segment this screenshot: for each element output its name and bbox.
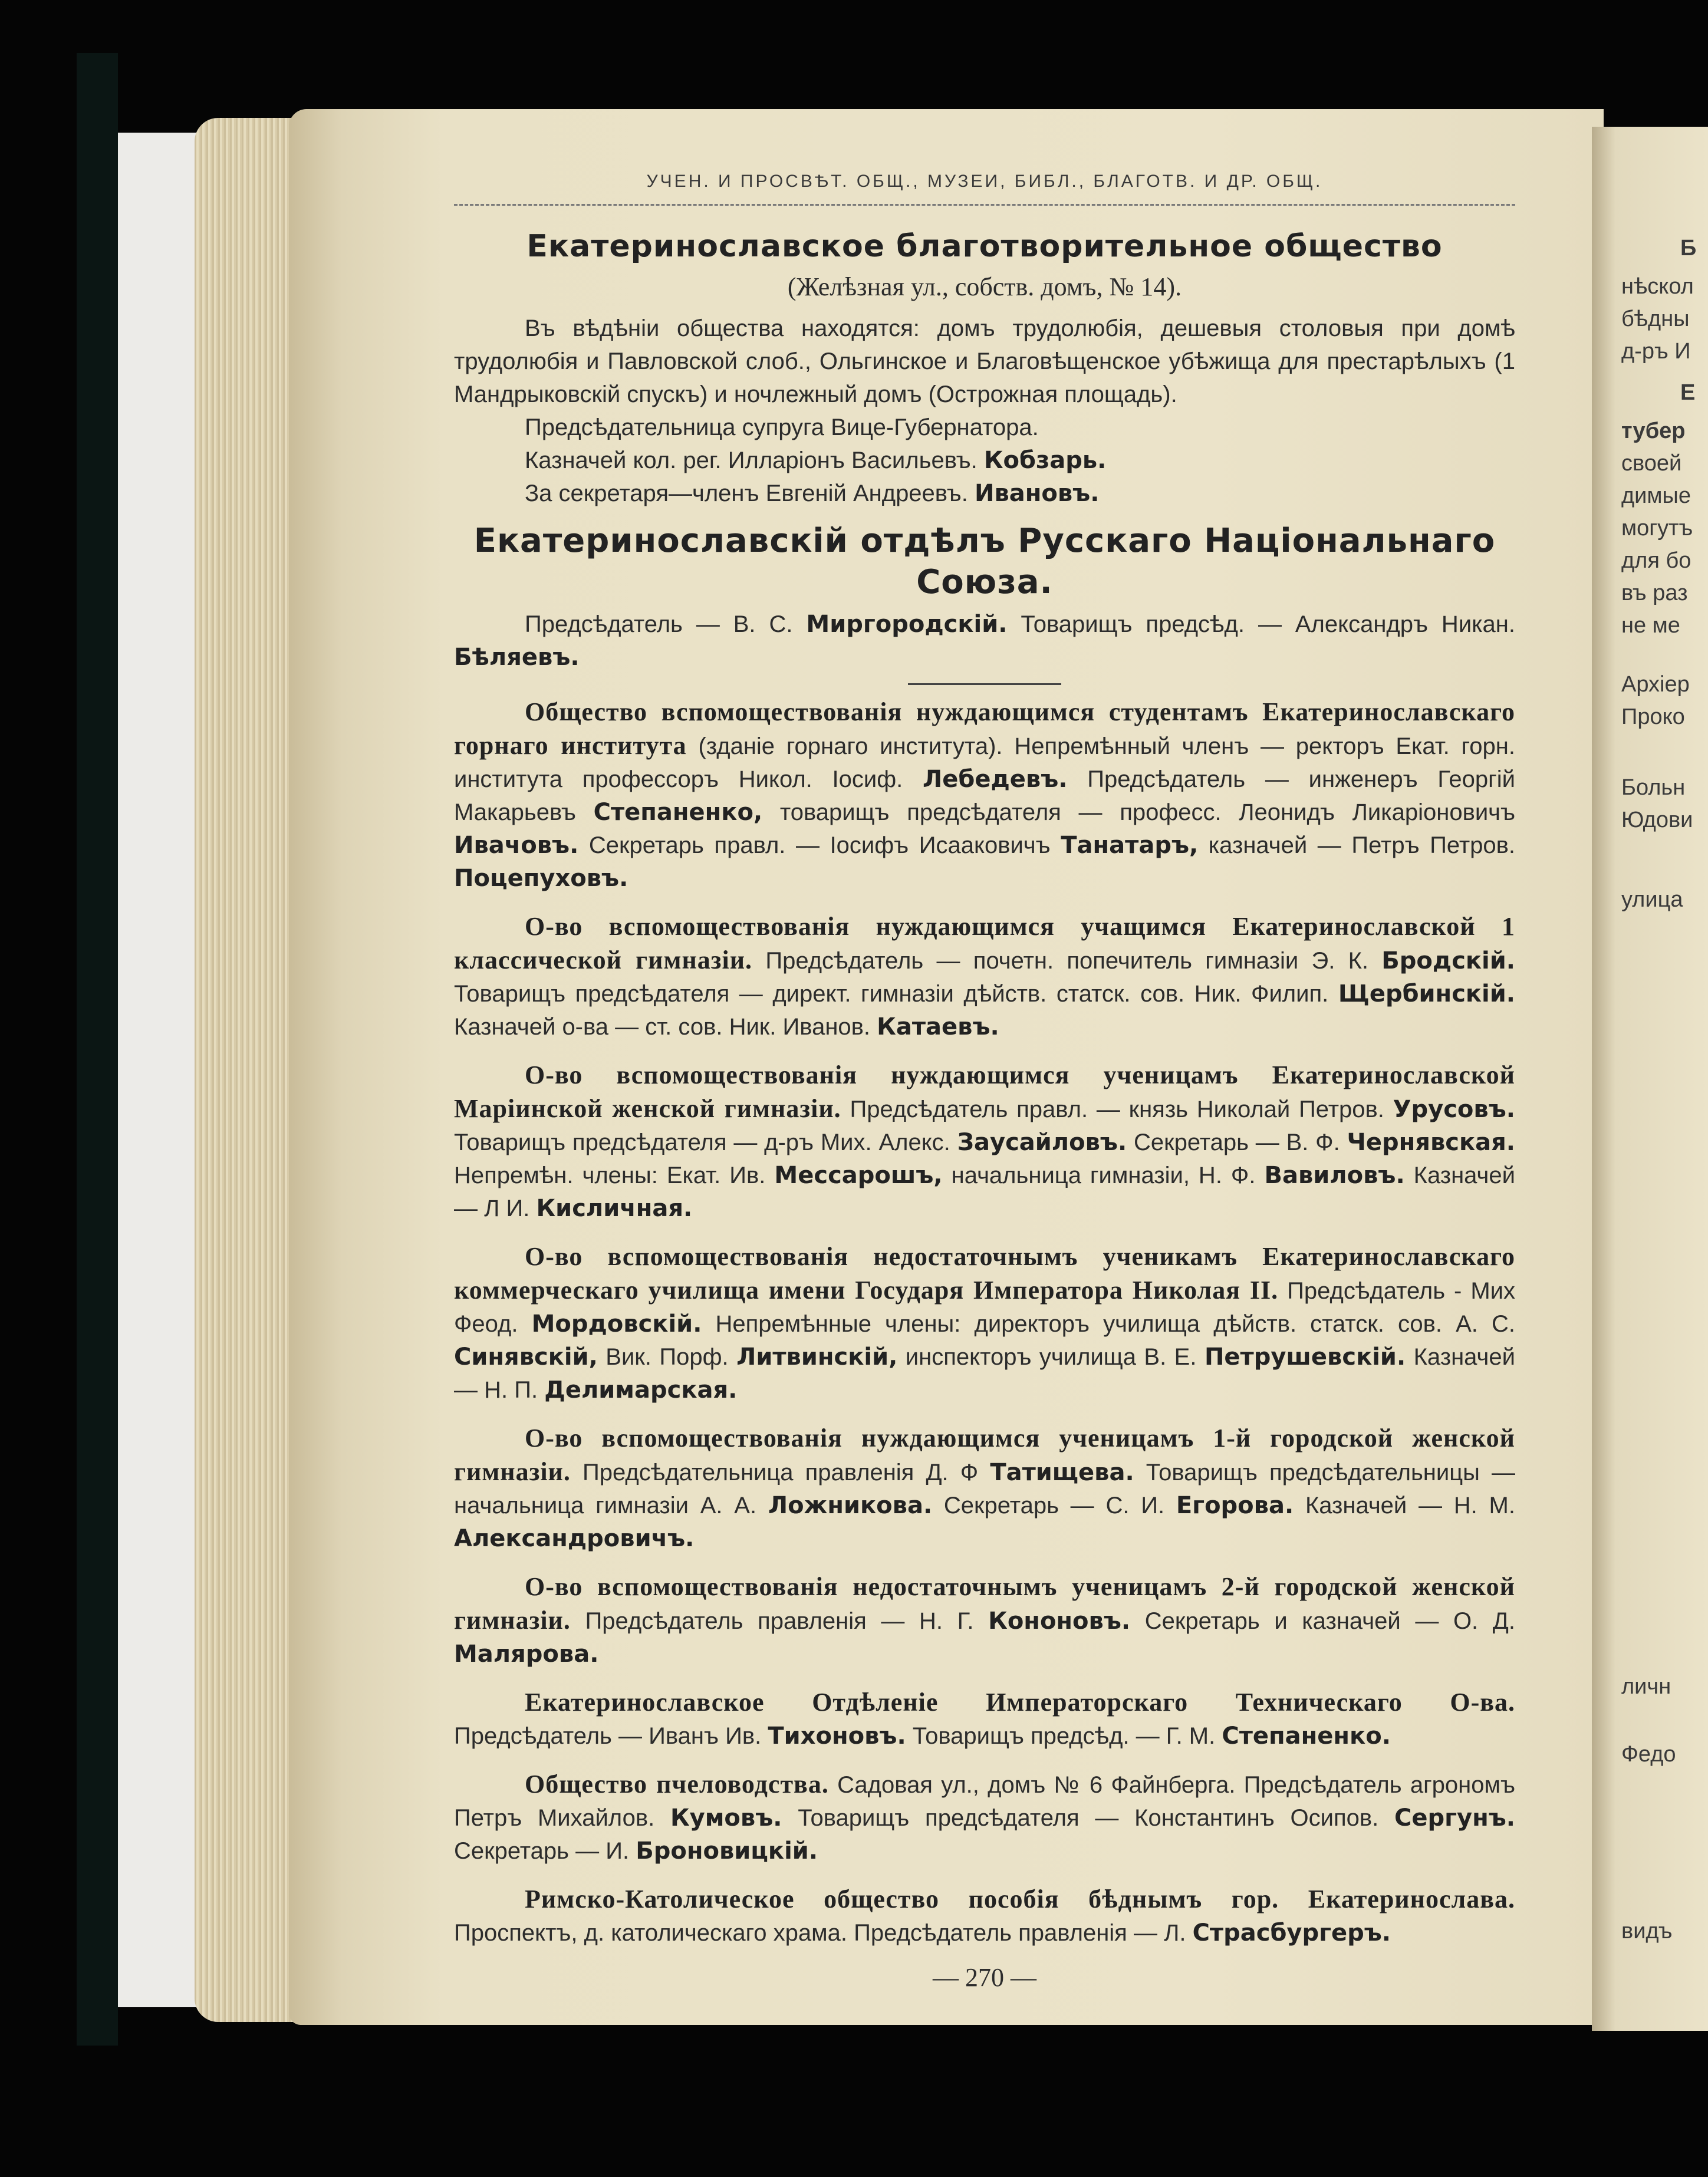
body-text: Предсѣдатель правл. — князь Николай Петров. bbox=[850, 1096, 1384, 1122]
facing-page-fragment: личн bbox=[1621, 1674, 1671, 1699]
officer-name: Кононовъ. bbox=[988, 1608, 1131, 1635]
officer-name: Бѣляевъ. bbox=[454, 644, 580, 671]
body-text: Товарищъ предсѣдателя — Константинъ Осипов. bbox=[798, 1805, 1379, 1831]
facing-page-fragment: своей bbox=[1621, 451, 1682, 476]
body-text: Секретарь — В. Ф. bbox=[1133, 1129, 1340, 1155]
section-body bbox=[454, 1422, 1515, 1555]
society-name: О-во вспомоществованія нуждающимся учащимся Екатеринославской 1 классической гимназіи. bbox=[454, 912, 1515, 974]
society-name: Общество пчеловодства. bbox=[525, 1770, 829, 1799]
officer-name: Танатаръ, bbox=[1061, 832, 1199, 859]
officer-name: Щербинскій. bbox=[1338, 980, 1515, 1007]
body-text: Предсѣдатель — Иванъ Ив. bbox=[454, 1723, 762, 1749]
body-text: Секретарь и казначей — О. Д. bbox=[1144, 1608, 1515, 1634]
body-text: Проспектъ, д. католическаго храма. Предсѣдатель правленія — Л. bbox=[454, 1920, 1186, 1946]
facing-page-fragment: Юдови bbox=[1621, 808, 1693, 832]
officer-line bbox=[454, 411, 1515, 444]
body-text: Предсѣдатель — почетн. попечитель гимназіи Э. К. bbox=[765, 948, 1368, 974]
body-text: Секретарь — С. И. bbox=[943, 1493, 1165, 1519]
body-text: Предсѣдатель — В. С. bbox=[525, 611, 793, 637]
officer-name: Степаненко, bbox=[593, 799, 763, 826]
officer-name: Заусайловъ. bbox=[957, 1129, 1127, 1156]
officer-role: Казначей кол. рег. Илларіонъ Васильевъ. bbox=[525, 447, 978, 473]
body-text: Товарищъ предсѣд. — Александръ Никан. bbox=[1021, 611, 1515, 637]
officer-name: Делимарская. bbox=[544, 1376, 738, 1404]
society-name: Римско-Католическое общество пособія бѣднымъ гор. Екатеринослава. bbox=[525, 1885, 1515, 1913]
body-text: Казначей — Л И. bbox=[454, 1162, 1515, 1221]
facing-page-fragment: димые bbox=[1621, 483, 1691, 508]
section-body bbox=[454, 696, 1515, 895]
officer-role: За секретаря—членъ Евгеній Андреевъ. bbox=[525, 480, 968, 506]
officer-name: Литвинскій, bbox=[736, 1343, 898, 1371]
facing-page-fragment: тубер bbox=[1621, 419, 1686, 443]
facing-page-fragment: Б bbox=[1680, 236, 1697, 261]
officer-name: Кобзарь. bbox=[983, 447, 1107, 474]
body-text: Непремѣн. члены: Екат. Ив. bbox=[454, 1162, 766, 1188]
facing-page-fragment: Проко bbox=[1621, 704, 1685, 729]
body-text: Предсѣдатель правленія — Н. Г. bbox=[585, 1608, 974, 1634]
society-name: О-во вспомоществованія нуждающимся ученицамъ 1-й городской женской гимназіи. bbox=[454, 1424, 1515, 1486]
body-text: Казначей о-ва — ст. сов. Ник. Иванов. bbox=[454, 1014, 871, 1040]
officer-name: Бродскій. bbox=[1381, 947, 1515, 974]
body-text: Секретарь — И. bbox=[454, 1838, 630, 1864]
body-text: инспекторъ училища В. Е. bbox=[905, 1344, 1197, 1370]
facing-page-fragment: улица bbox=[1621, 887, 1683, 912]
body-text: Товарищъ предсѣдателя — директ. гимназіи дѣйств. статск. сов. Ник. Филип. bbox=[454, 981, 1329, 1007]
facing-page-fragment: нѣскол bbox=[1621, 274, 1694, 299]
officer-name: Страсбургеръ. bbox=[1192, 1919, 1391, 1947]
section-body bbox=[454, 1059, 1515, 1225]
body-text: Секретарь правл. — Іосифъ Исааковичъ bbox=[588, 832, 1051, 858]
body-text: казначей — Петръ Петров. bbox=[1208, 832, 1516, 858]
section-body: Въ вѣдѣніи общества находятся: домъ трудолюбія, дешевыя столовыя при домѣ трудолюбія и Павловской слоб., Ольгинское и Благовѣщенское убѣжища для престарѣлыхъ (1 Мандрыковскій спускъ) и ночлежный домъ (Острожная площадь). bbox=[454, 315, 1515, 407]
body-text: Товарищъ предсѣд. — Г. М. bbox=[912, 1723, 1216, 1749]
officer-name: Поцепуховъ. bbox=[454, 865, 628, 892]
society-name: Екатеринославское Отдѣленіе Императорскаго Техническаго О-ва. bbox=[525, 1688, 1515, 1717]
officer-name: Ложникова. bbox=[768, 1492, 933, 1519]
officer-name: Кисличная. bbox=[536, 1195, 693, 1222]
officer-name: Лебедевъ. bbox=[923, 766, 1068, 793]
section-body bbox=[454, 608, 1515, 674]
officer-name: Синявскій, bbox=[454, 1343, 598, 1371]
section-divider bbox=[908, 683, 1061, 685]
body-text: товарищъ предсѣдателя — професс. Леонидъ Ликаріоновичъ bbox=[779, 799, 1516, 825]
officer-name: Урусовъ. bbox=[1393, 1096, 1515, 1123]
officer-name: Егорова. bbox=[1176, 1492, 1294, 1519]
facing-page-fragment: бѣдны bbox=[1621, 307, 1690, 331]
society-name: О-во вспомоществованія нуждающимся ученицамъ Екатеринославской Маріинской женской гимназіи. bbox=[454, 1060, 1515, 1123]
officer-name: Александровичъ. bbox=[454, 1525, 695, 1552]
section-address: (Желѣзная ул., собств. домъ, № 14). bbox=[787, 272, 1182, 301]
body-text: Предсѣдатель — инженеръ Георгій Макарьевъ bbox=[454, 766, 1515, 825]
officer-name: Ивановъ. bbox=[974, 480, 1100, 507]
facing-page-fragment: Архіер bbox=[1621, 672, 1690, 697]
page-content bbox=[454, 165, 1515, 1994]
officer-name: Чернявская. bbox=[1347, 1129, 1515, 1156]
officer-name: Кумовъ. bbox=[670, 1804, 782, 1832]
officer-name: Мессарошъ, bbox=[774, 1162, 943, 1189]
society-name: Общество вспомоществованія нуждающимся студентамъ Екатеринославскаго горнаго института bbox=[454, 697, 1515, 760]
body-text: (зданіе горнаго института). Непремѣнный членъ — ректоръ Екат. горн. института профессоръ Никол. Іосиф. bbox=[454, 733, 1515, 792]
officer-role: Предсѣдательница супруга Вице-Губернатора. bbox=[525, 414, 1039, 440]
officer-name: Броновицкій. bbox=[636, 1837, 818, 1865]
section-body bbox=[454, 1686, 1515, 1753]
facing-page-fragment: могутъ bbox=[1621, 516, 1693, 541]
facing-page-fragment: д-ръ И bbox=[1621, 339, 1691, 364]
officer-name: Ивачовъ. bbox=[454, 832, 579, 859]
body-text: Товарищъ предсѣдательницы — начальница гимназіи А. А. bbox=[454, 1460, 1515, 1519]
body-text: Предсѣдатель - Мих Феод. bbox=[454, 1278, 1516, 1337]
facing-page-fragment: въ раз bbox=[1621, 581, 1688, 605]
facing-page-fragment: Больн bbox=[1621, 775, 1686, 800]
body-text: Казначей — Н. П. bbox=[454, 1344, 1515, 1403]
facing-page-fragment: Федо bbox=[1621, 1742, 1676, 1767]
facing-page-fragment: для бо bbox=[1621, 548, 1691, 573]
running-head: УЧЕН. И ПРОСВѢТ. ОБЩ., МУЗЕИ, БИБЛ., БЛАГОТВ. И ДР. ОБЩ. bbox=[454, 165, 1515, 206]
facing-page-fragment: не ме bbox=[1621, 613, 1680, 638]
section-body bbox=[454, 910, 1515, 1043]
officer-name: Степаненко. bbox=[1222, 1723, 1391, 1750]
officer-line bbox=[454, 444, 1515, 477]
page-number: — 270 — bbox=[933, 1963, 1036, 1992]
body-text: Казначей — Н. М. bbox=[1305, 1493, 1515, 1519]
section-body bbox=[454, 1768, 1515, 1868]
officer-line bbox=[454, 477, 1515, 510]
section-title: Екатеринославское благотворительное общество bbox=[526, 229, 1443, 264]
officer-name: Катаевъ. bbox=[877, 1013, 999, 1040]
section-body bbox=[454, 1570, 1515, 1671]
officer-name: Сергунъ. bbox=[1394, 1804, 1515, 1832]
section-title: Екатеринославскій отдѣлъ Русскаго Національнаго Союза. bbox=[473, 522, 1496, 601]
society-name: О-во вспомоществованія недостаточнымъ ученикамъ Екатеринославскаго коммерческаго училища имени Государя Императора Николая II. bbox=[454, 1242, 1515, 1305]
book-binding bbox=[77, 53, 118, 2046]
officer-name: Мордовскій. bbox=[531, 1310, 702, 1338]
facing-page-fragment: Е bbox=[1680, 380, 1696, 405]
section-body bbox=[454, 1240, 1515, 1407]
officer-name: Малярова. bbox=[454, 1641, 599, 1668]
section-body bbox=[454, 1883, 1515, 1949]
officer-name: Вавиловъ. bbox=[1264, 1162, 1405, 1189]
background-card bbox=[118, 133, 206, 2007]
body-text: Предсѣдательница правленія Д. Ф bbox=[583, 1460, 979, 1486]
facing-page bbox=[1592, 127, 1708, 2031]
body-text: Товарищъ предсѣдателя — д-ръ Мих. Алекс. bbox=[454, 1129, 950, 1155]
officer-name: Тихоновъ. bbox=[768, 1723, 906, 1750]
officer-name: Миргородскій. bbox=[806, 611, 1008, 638]
body-text: Вик. Порф. bbox=[605, 1344, 729, 1370]
body-text: начальница гимназіи, Н. Ф. bbox=[951, 1162, 1256, 1188]
facing-page-fragment: видъ bbox=[1621, 1919, 1673, 1944]
society-name: О-во вспомоществованія недостаточнымъ ученицамъ 2-й городской женской гимназіи. bbox=[454, 1572, 1515, 1635]
officer-name: Татищева. bbox=[990, 1459, 1134, 1486]
body-text: Садовая ул., домъ № 6 Файнберга. Предсѣдатель агрономъ Петръ Михайлов. bbox=[454, 1772, 1515, 1831]
officer-name: Петрушевскій. bbox=[1204, 1343, 1406, 1371]
body-text: Непремѣнные члены: директоръ училища дѣйств. статск. сов. А. С. bbox=[715, 1311, 1515, 1337]
